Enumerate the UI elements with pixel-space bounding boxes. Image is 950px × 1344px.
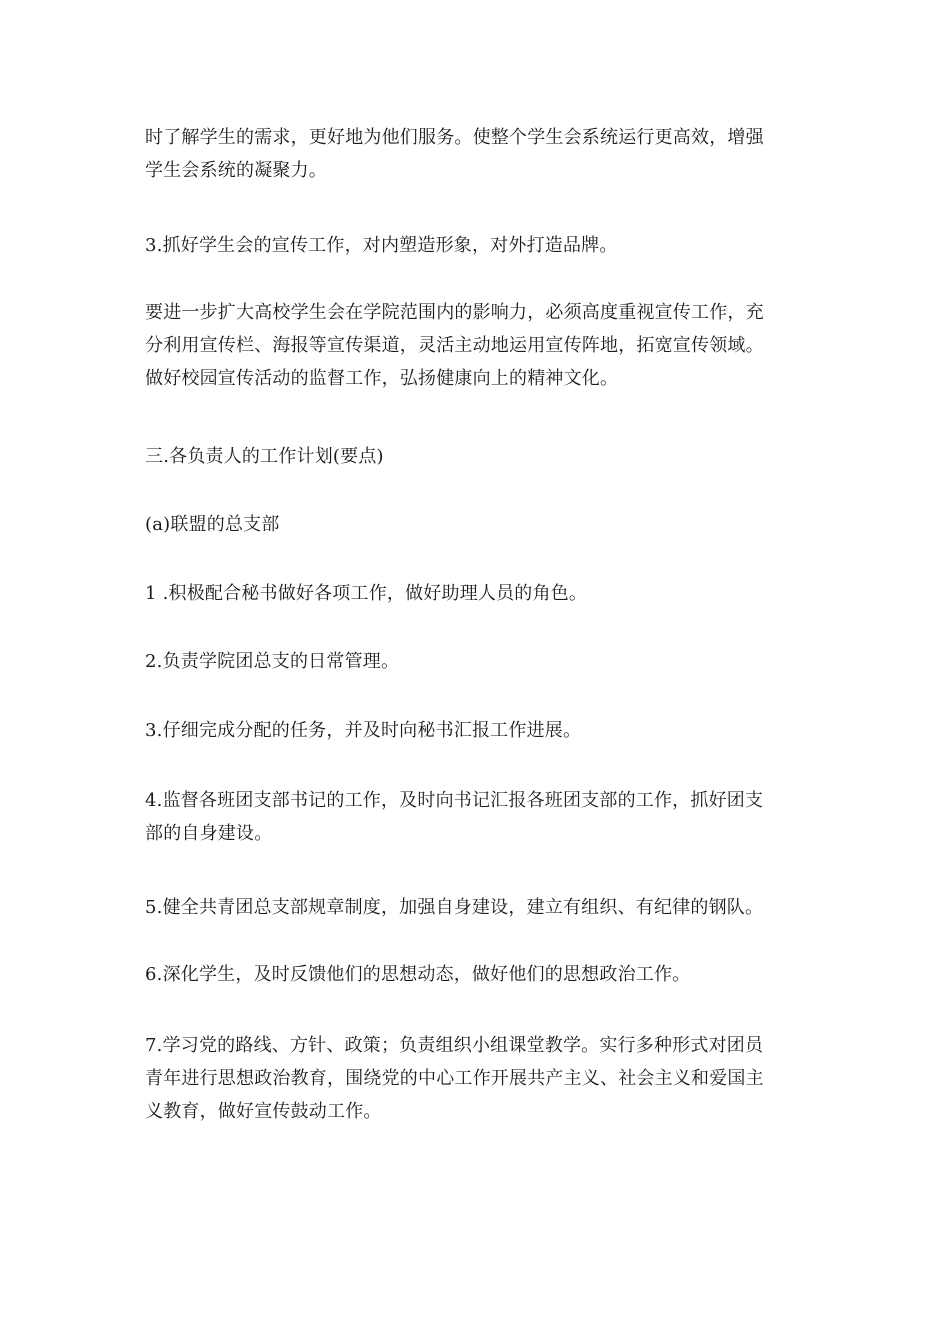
paragraph-publicity-heading [145,229,805,262]
paragraph-publicity-body [145,296,805,395]
text-line: 3.仔细完成分配的任务，并及时向秘书汇报工作进展。 [145,720,582,741]
text-line: 7.学习党的路线、方针、政策；负责组织小组课堂教学。实行多种形式对团员 [145,1035,764,1056]
text-line: 6.深化学生，及时反馈他们的思想动态，做好他们的思想政治工作。 [145,964,691,985]
text-line: 学生会系统的凝聚力。 [145,160,327,181]
list-item-7 [145,1029,805,1128]
text-line: 分利用宣传栏、海报等宣传渠道，灵活主动地运用宣传阵地，拓宽宣传领域。 [145,335,764,356]
list-item-2 [145,645,805,678]
text-line: 2.负责学院团总支的日常管理。 [145,651,400,672]
section-heading-work-plans [145,440,805,473]
paragraph-student-needs [145,121,805,187]
text-line: 要进一步扩大高校学生会在学院范围内的影响力，必须高度重视宣传工作，充 [145,302,764,323]
text-line: 5.健全共青团总支部规章制度，加强自身建设，建立有组织、有纪律的钢队。 [145,897,764,918]
text-line: 3.抓好学生会的宣传工作，对内塑造形象，对外打造品牌。 [145,235,618,256]
text-line: 1 .积极配合秘书做好各项工作，做好助理人员的角色。 [145,583,588,604]
list-item-6 [145,958,805,991]
text-line: 三.各负责人的工作计划(要点) [145,446,384,467]
text-line: 时了解学生的需求，更好地为他们服务。使整个学生会系统运行更高效，增强 [145,127,764,148]
list-item-5 [145,891,805,924]
list-item-3 [145,714,805,747]
text-line: 做好校园宣传活动的监督工作，弘扬健康向上的精神文化。 [145,368,619,389]
list-item-1 [145,577,805,610]
text-line: 青年进行思想政治教育，围绕党的中心工作开展共产主义、社会主义和爱国主 [145,1068,764,1089]
text-line: 部的自身建设。 [145,823,273,844]
text-line: (a)联盟的总支部 [145,514,280,535]
text-line: 4.监督各班团支部书记的工作，及时向书记汇报各班团支部的工作，抓好团支 [145,790,764,811]
list-item-4 [145,784,805,850]
text-line: 义教育，做好宣传鼓动工作。 [145,1101,382,1122]
subsection-heading-general-branch [145,508,805,541]
